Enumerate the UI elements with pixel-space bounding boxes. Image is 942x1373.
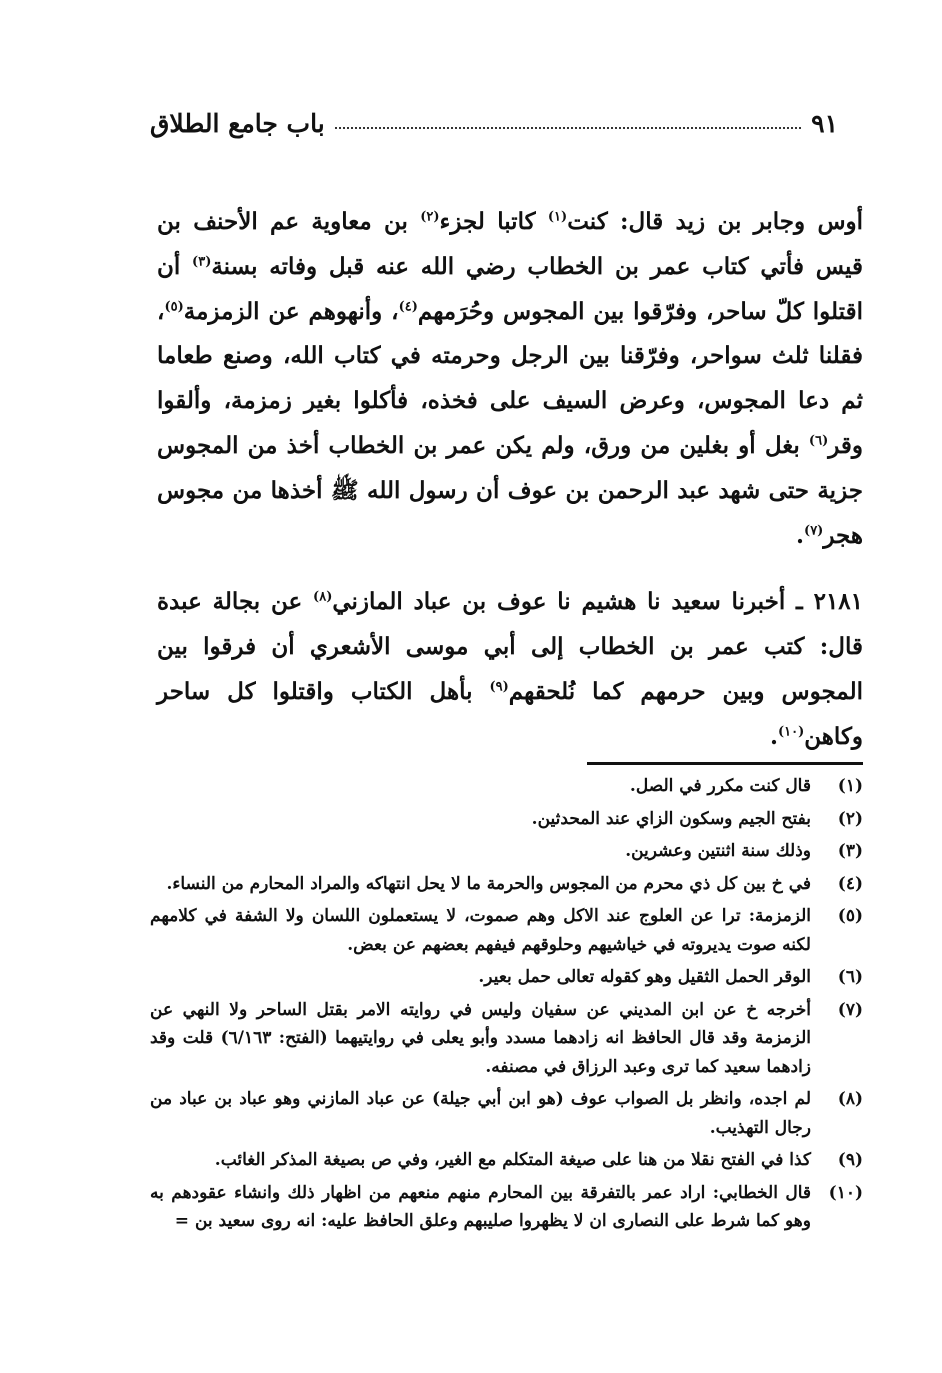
text-run: ، وأنهوهم عن الزمزمة — [183, 297, 399, 325]
text-run: بن معاوية عم الأحنف بن قيس فأتي كتاب عمر بن الخطاب رضي الله عنه قبل وفاته بسنة — [157, 208, 863, 280]
footnote-number: (٦) — [837, 967, 863, 987]
footnote-number: (٢) — [837, 808, 863, 829]
page-number: ٩١ — [811, 108, 838, 138]
footnote-7 — [150, 996, 863, 1082]
footnote-ref: (١) — [547, 209, 568, 225]
footnote-number: (٥) — [837, 906, 863, 926]
footnote-text: الوقر الحمل الثقيل وهو كقوله تعالى حمل بعير. — [478, 967, 811, 987]
footnote-3 — [150, 837, 863, 866]
footnote-6 — [150, 963, 863, 992]
footnote-10 — [150, 1179, 863, 1236]
footnote-4 — [150, 870, 863, 899]
text-run: أوس وجابر بن زيد قال: كنت — [567, 208, 864, 235]
main-text — [157, 200, 863, 760]
footnote-ref: (٣) — [192, 254, 212, 270]
footnote-text: أخرجه خ عن ابن المديني عن سفيان وليس في روايته الامر بقتل الساحر ولا النهي عن الزمزمة وقد قال الحافظ انه زادهما مسدد وأبو يعلى في روايتيهما (الفتح: ٦/١٦٣) قلت وقد زادهما سعيد كما ترى وعبد الرزاق في مصنفه. — [150, 999, 811, 1077]
footnote-number: (٤) — [837, 873, 863, 894]
footnote-ref: (٩) — [489, 679, 509, 695]
footnote-text: قال الخطابي: اراد عمر بالتفرقة بين المحارم منهم منعهم من اظهار ذلك وانشاء عقودهم به وهو كما شرط على النصارى ان لا يظهروا صليبهم وعلق الحافظ عليه: انه روى سعيد بن = — [150, 1182, 811, 1231]
text-run: أخبرنا سعيد نا هشيم نا عوف بن عباد المازني — [332, 588, 797, 616]
footnote-ref: (٧) — [804, 522, 824, 538]
paragraph-2 — [157, 580, 863, 759]
footnote-ref: (٦) — [808, 433, 829, 449]
running-head: باب جامع الطلاق — [150, 108, 325, 138]
footnotes — [150, 772, 863, 1236]
footnote-text: قال كنت مكرر في الصل. — [629, 776, 811, 796]
text-run: . — [796, 521, 805, 549]
footnote-ref: (٨) — [313, 589, 333, 605]
footnote-ref: (١٠) — [778, 724, 805, 740]
footnote-number: (٣) — [837, 841, 863, 861]
footnote-number: (٧) — [837, 999, 863, 1020]
footnote-8 — [150, 1085, 863, 1142]
footnote-ref: (٤) — [398, 298, 418, 314]
footnote-separator — [587, 762, 863, 765]
paragraph-1 — [157, 200, 863, 558]
footnote-text: بفتح الجيم وسكون الزاي عند المحدثين. — [531, 808, 811, 829]
text-run: أن اقتلوا كلّ ساحر، وفرّقوا بين المجوس وحُرَمهم — [157, 252, 863, 325]
footnote-ref: (٢) — [420, 209, 440, 225]
footnote-text: لم اجده، وانظر بل الصواب عوف (هو ابن أبي جيلة) عن عباد المازني وهو عباد بن عباد من رجال التهذيب. — [150, 1089, 811, 1138]
footnote-1 — [150, 772, 863, 801]
text-run: بغل أو بغلين من ورق، ولم يكن عمر بن الخطاب أخذ من المجوس جزية حتى شهد عبد الرحمن بن عوف أن رسول الله ﷺ أخذها من مجوس هجر — [157, 431, 863, 549]
footnote-text: في خ بين كل ذي محرم من المجوس والحرمة ما لا يحل انتهاكه والمراد المحارم من النساء. — [166, 873, 811, 894]
dotted-leader — [335, 127, 801, 129]
footnote-5 — [150, 902, 863, 959]
footnote-number: (٨) — [837, 1089, 863, 1109]
footnote-text: وذلك سنة اثنتين وعشرين. — [625, 841, 811, 861]
text-run: بأهل الكتاب واقتلوا كل ساحر وكاهن — [157, 677, 863, 750]
text-run: عن بجالة عبدة قال: كتب عمر بن الخطاب إلى أبي موسى الأشعري أن فرقوا بين المجوس وبين حرمهم كما نُلحقهم — [157, 588, 863, 705]
footnote-2 — [150, 805, 863, 834]
text-run: كاتبا لجزء — [439, 208, 548, 235]
footnote-number: (١) — [837, 776, 863, 796]
footnote-number: (١٠) — [828, 1182, 863, 1203]
page-header — [150, 103, 838, 143]
text-run: . — [770, 722, 779, 750]
hadith-number: ٢١٨١ ـ — [796, 588, 864, 616]
footnote-text: كذا في الفتح نقلا من هنا على صيغة المتكلم مع الغير، وفي ص بصيغة المذكر الغائب. — [214, 1150, 811, 1170]
text-run: ، فقلنا ثلث سواحر، وفرّقنا بين الرجل وحرمته في كتاب الله، وصنع طعاما ثم دعا المجوس، وعرض السيف على فخذه، فأكلوا بغير زمزمة، وألقوا وقر — [157, 297, 864, 459]
footnote-9 — [150, 1146, 863, 1175]
footnote-number: (٩) — [837, 1150, 863, 1170]
footnote-ref: (٥) — [164, 298, 184, 314]
footnote-text: الزمزمة: ترا عن العلوج عند الاكل وهم صموت، لا يستعملون اللسان ولا الشفة في كلامهم لكنه صوت يديروته في خياشيهم وحلوقهم فيفهم بعضهم عن بعض. — [150, 906, 811, 955]
